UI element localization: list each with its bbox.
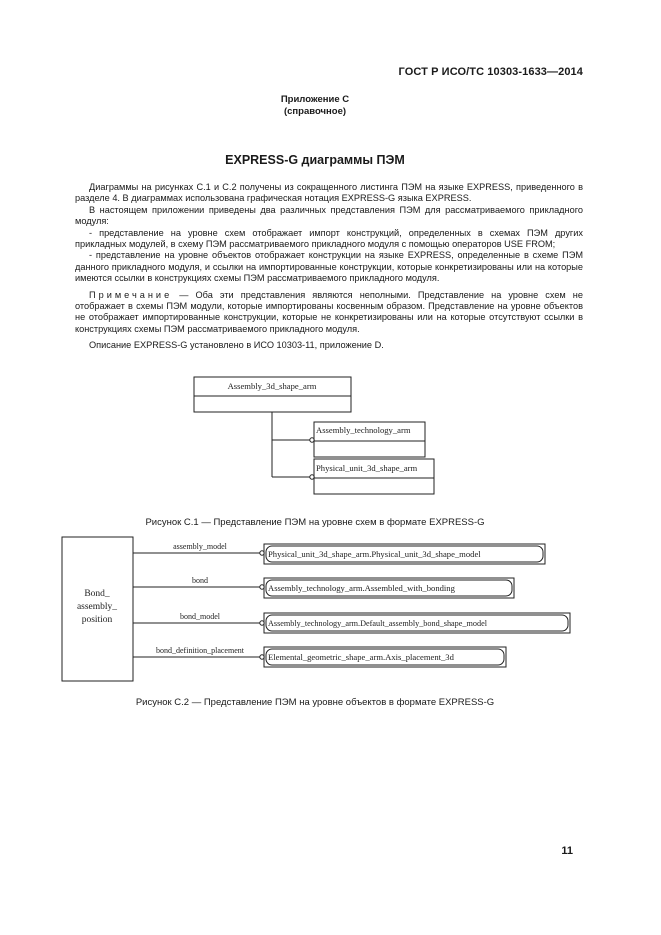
ref-label: Physical_unit_3d_shape_arm.Physical_unit_3d_shape_model (268, 549, 481, 559)
attribute-label: bond (192, 576, 208, 585)
entity-label: assembly_ (76, 602, 118, 612)
appendix-status: (справочное) (283, 106, 347, 117)
paragraph: Описание EXPRESS-G установлено в ИСО 10303-11, приложение D. (89, 340, 384, 351)
note-label: Примечание (89, 289, 173, 300)
figure-2-caption: Рисунок С.2 — Представление ПЭМ на уровне объектов в формате EXPRESS-G (135, 697, 495, 708)
ref-label: Elemental_geometric_shape_arm.Axis_placement_3d (268, 652, 454, 662)
attribute-label: assembly_model (173, 542, 227, 551)
ref-label: Assembly_technology_arm.Default_assembly_bond_shape_model (268, 619, 487, 628)
child-schema-label: Assembly_technology_arm (316, 425, 411, 435)
attribute-label: bond_definition_placement (156, 646, 244, 655)
section-title: EXPRESS-G диаграммы ПЭМ (225, 153, 405, 167)
appendix-title: Приложение С (280, 94, 350, 105)
note-text: — Оба эти представления являются неполными. Представление на уровне схем не отображает в схемы ПЭМ модули, которые импортированы косвенным образом. Представление на уровне объектов не отображает импортированные конструкции, которые не конкретизированы или на которые отсутствуют ссылки в конструкциях схемы ПЭМ рассматриваемого прикладного модуля. (75, 289, 583, 334)
child-schema-label: Physical_unit_3d_shape_arm (316, 463, 418, 473)
page-number: 11 (561, 845, 573, 857)
ref-label: Assembly_technology_arm.Assembled_with_bonding (268, 583, 455, 593)
root-schema-label: Assembly_3d_shape_arm (227, 381, 317, 391)
entity-label: position (81, 615, 113, 625)
figure-1-diagram (194, 377, 434, 494)
entity-label: Bond_ (84, 589, 110, 599)
paragraph: Диаграммы на рисунках С.1 и С.2 получены из сокращенного листинга ПЭМ на языке EXPRESS, приведенного в разделе 4. В диаграммах использована графическая нотация EXPRESS-G языка EXPRESS. (75, 182, 583, 204)
attribute-label: bond_model (180, 612, 220, 621)
paragraph: - представление на уровне объектов отображает конструкции на языке EXPRESS, определенные в схеме ПЭМ данного прикладного модуля, и ссылки на импортированные конструкции, которые конкретизированы или на которые имеются ссылки в конструкциях схемы ПЭМ рассматриваемого прикладного модуля. (75, 250, 583, 284)
standard-code: ГОСТ Р ИСО/ТС 10303-1633—2014 (398, 66, 583, 78)
figure-1-caption: Рисунок С.1 — Представление ПЭМ на уровне схем в формате EXPRESS-G (145, 517, 485, 528)
paragraph: В настоящем приложении приведены два различных представления ПЭМ для рассматриваемого прикладного модуля: (75, 204, 583, 227)
paragraph: - представление на уровне схем отображает импорт конструкций, определенных в схемах ПЭМ других прикладных модулей, в схему ПЭМ рассматриваемого прикладного модуля с помощью операторов USE FROM; (75, 227, 583, 250)
